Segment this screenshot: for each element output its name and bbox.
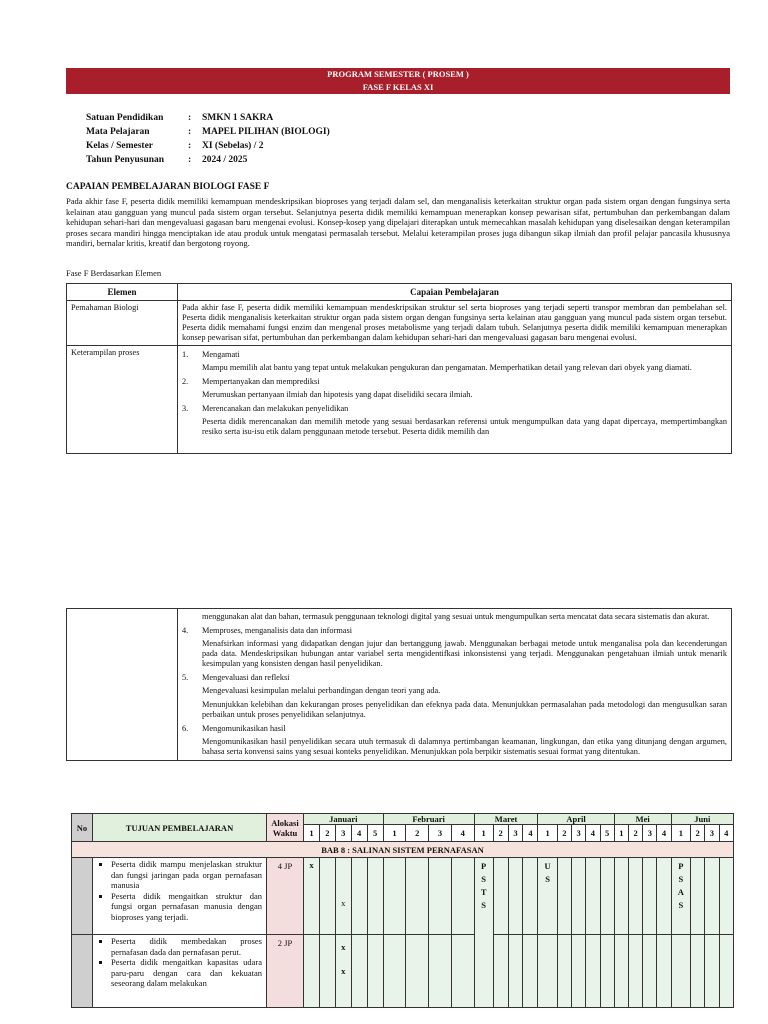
item-title: Mengomunikasikan hasil (202, 724, 286, 733)
week-cell: 4 (451, 825, 474, 842)
marker-letter: S (545, 874, 550, 884)
item-number: 1. (182, 350, 189, 359)
week-mark (600, 935, 614, 1008)
info-label: Tahun Penyusunan (86, 155, 165, 165)
item-title: Merencanakan dan melakukan penyelidikan (202, 404, 349, 413)
week-mark (451, 858, 474, 935)
marker-letter: S (678, 900, 684, 910)
week-cell: 4 (523, 825, 538, 842)
item-title: Mempertanyakan dan memprediksi (202, 377, 320, 386)
table-row (67, 609, 732, 761)
week-cell: 4 (586, 825, 600, 842)
week-mark (657, 858, 671, 935)
week-cell: 3 (643, 825, 657, 842)
banner-title: PROGRAM SEMESTER ( PROSEM ) (327, 69, 469, 79)
table-row (72, 935, 734, 1008)
week-mark (523, 858, 538, 935)
week-mark (493, 935, 508, 1008)
week-mark (614, 935, 628, 1008)
element-name: Pemahaman Biologi (67, 301, 178, 346)
month-maret: Maret (474, 814, 538, 825)
list-item (182, 673, 727, 683)
week-mark (406, 935, 429, 1008)
week-mark (523, 935, 538, 1008)
week-cell: 1 (614, 825, 628, 842)
table-row (67, 301, 732, 346)
element-text: Pada akhir fase F, peserta didik memiliki kemampuan mendeskripsikan struktur sel serta bioproses yang terjadi seperti transpor membran dan pembelahan sel. Peserta didik menganalisis keterkaitan struktur organ pada sistem organ dengan fungsinya serta kelainan atau gangguan yang muncul pada sistem organ tersebut. Peserta didik memahami fungsi enzim dan mengenal proses metabolisme yang terjadi dalam tubuh. Selanjutnya peserta didik memiliki kemampuan menerapkan konsep pewarisan sifat, pertumbuhan dan perkembangan dalam kehidupan sehari-hari dan mengevaluasi gagasan baru mengenai evolusi. (178, 301, 732, 346)
week-mark (429, 935, 452, 1008)
schedule-table (71, 813, 734, 1008)
week-mark (572, 858, 586, 935)
marker-letter: P (481, 861, 487, 871)
empty-cell (67, 609, 178, 761)
week-mark (351, 858, 367, 935)
week-cell: 3 (705, 825, 719, 842)
month-januari: Januari (304, 814, 384, 825)
week-mark (572, 935, 586, 1008)
week-cell: 1 (304, 825, 320, 842)
week-mark (586, 858, 600, 935)
chapter-title: BAB 8 : SALINAN SISTEM PERNAFASAN (72, 842, 734, 858)
week-mark (719, 935, 733, 1008)
info-row-tahun (86, 153, 330, 167)
objective-item: ▪ Peserta didik membedakan proses pernafasan dada dan pernafasan perut. (111, 936, 262, 957)
objectives-cell (93, 858, 267, 935)
week-mark (586, 935, 600, 1008)
objective-item: ▪ Peserta didik mengaitkan kapasitas udara paru-paru dengan cara dan kekuatan seseorang dalam melakukan (111, 957, 262, 989)
week-mark: x (304, 858, 320, 935)
elements-table (66, 283, 732, 454)
week-cell: 2 (319, 825, 335, 842)
week-mark (657, 935, 671, 1008)
info-label: Mata Pelajaran (86, 127, 150, 137)
pts-marker (474, 858, 493, 1008)
week-mark (406, 858, 429, 935)
row-number (72, 935, 93, 1008)
info-value: 2024 / 2025 (202, 155, 248, 165)
week-mark (367, 858, 383, 935)
week-mark (508, 935, 523, 1008)
week-mark (557, 935, 571, 1008)
week-mark: x (335, 858, 351, 935)
week-mark (383, 858, 406, 935)
header-no: No (72, 814, 93, 842)
week-cell: 2 (691, 825, 705, 842)
week-cell: 2 (493, 825, 508, 842)
item-title: Memproses, menganalisis data dan informasi (202, 626, 353, 635)
identity-info (86, 111, 330, 167)
list-item (182, 626, 727, 636)
list-item (182, 350, 727, 360)
item-desc: Menafsirkan informasi yang didapatkan dengan jujur dan bertanggung jawab. Menggunakan berbagai metode untuk menganalisa pola dan kecenderungan pada data. Mendeskripsikan hubungan antar variabel serta mengidentifkasi inkonsistensi yang terjadi. Menggunakan pengetahuan ilmiah untuk menarik kesimpulan yang konsisten dengan hasil penyelidikan. (202, 639, 727, 668)
list-item (182, 377, 727, 387)
info-value: MAPEL PILIHAN (BIOLOGI) (202, 127, 330, 137)
week-mark (671, 935, 690, 1008)
week-cell: 3 (429, 825, 452, 842)
item-desc-continued: menggunakan alat dan bahan, termasuk penggunaan teknologi digital yang sesuai untuk mengumpulkan serta mencatat data secara sistematis dan akurat. (202, 612, 710, 621)
week-mark (538, 935, 557, 1008)
week-cell: 1 (538, 825, 557, 842)
fase-label: Fase F Berdasarkan Elemen (66, 268, 162, 278)
info-label: Kelas / Semester (86, 141, 154, 151)
week-mark (493, 858, 508, 935)
month-mei: Mei (614, 814, 671, 825)
info-row-kelas (86, 139, 330, 153)
week-cell: 2 (557, 825, 571, 842)
list-item (182, 724, 727, 734)
item-title: Mengamati (202, 350, 240, 359)
week-cell: 2 (628, 825, 642, 842)
week-mark (351, 935, 367, 1008)
week-mark (319, 858, 335, 935)
week-mark (508, 858, 523, 935)
info-colon: : (188, 141, 192, 151)
item-desc: Peserta didik merencanakan dan memilih metode yang sesuai berdasarkan referensi untuk mengumpulkan data yang dapat dipercaya, mempertimbangkan resiko serta isu-isu etik dalam penggunaan metode tersebut. Peserta didik memilih dan (202, 417, 727, 436)
alokasi-cell: 4 JP (267, 858, 304, 935)
week-mark (304, 935, 320, 1008)
alokasi-cell: 2 JP (267, 935, 304, 1008)
item-desc: Mengomunikasikan hasil penyelidikan secara utuh termasuk di dalamnya pertimbangan keamanan, lingkungan, dan etika yang ditunjang dengan argumen, bahasa serta konvensi sains yang sesuai konteks penyelidikan. Menunjukkan pola berpikir sistematis sesuai format yang ditentukan. (202, 737, 727, 756)
week-cell: 2 (406, 825, 429, 842)
skills-list (182, 348, 727, 451)
item-number: 5. (182, 673, 189, 682)
week-mark (705, 935, 719, 1008)
info-label: Satuan Pendidikan (86, 113, 164, 123)
month-april: April (538, 814, 614, 825)
section-title: CAPAIAN PEMBELAJARAN BIOLOGI FASE F (66, 182, 270, 192)
week-mark (719, 858, 733, 935)
table-row (72, 858, 734, 935)
objectives-cell (93, 935, 267, 1008)
week-mark (383, 935, 406, 1008)
list-item (182, 404, 727, 414)
element-name: Keterampilan proses (67, 346, 178, 454)
info-value: XI (Sebelas) / 2 (202, 141, 264, 151)
header-elemen: Elemen (67, 284, 178, 301)
week-mark (691, 858, 705, 935)
week-mark (429, 858, 452, 935)
week-cell: 1 (671, 825, 690, 842)
week-mark (628, 935, 642, 1008)
marker-letter: P (678, 861, 684, 871)
item-number: 4. (182, 626, 189, 635)
header-tujuan: TUJUAN PEMBELAJARAN (93, 814, 267, 842)
marker-letter: S (678, 874, 684, 884)
week-mark (643, 858, 657, 935)
info-row-satuan (86, 111, 330, 125)
week-mark (628, 858, 642, 935)
week-cell: 5 (367, 825, 383, 842)
week-cell: 4 (351, 825, 367, 842)
row-number (72, 858, 93, 935)
us-marker (538, 858, 557, 935)
item-desc: Mengevaluasi kesimpulan melalui perbandingan dengan teori yang ada. (202, 686, 441, 695)
week-cell: 5 (600, 825, 614, 842)
info-value: SMKN 1 SAKRA (202, 113, 274, 123)
week-mark (643, 935, 657, 1008)
week-mark (451, 935, 474, 1008)
psas-marker (671, 858, 690, 935)
info-colon: : (188, 155, 192, 165)
info-row-mapel (86, 125, 330, 139)
week-mark (600, 858, 614, 935)
item-number: 2. (182, 377, 189, 386)
week-mark: x (341, 966, 346, 976)
marker-letter: S (481, 874, 487, 884)
marker-letter: S (481, 900, 487, 910)
week-cell: 3 (572, 825, 586, 842)
info-colon: : (188, 113, 192, 123)
banner-subtitle: FASE F KELAS XI (362, 82, 434, 92)
item-desc: Mampu memilih alat bantu yang tepat untuk melakukan pengukuran dan pengamatan. Memperhatikan detail yang relevan dari obyek yang diamati. (202, 363, 692, 372)
item-desc: Menunjukkan kelebihan dan kekurangan proses penyelidikan dan efeknya pada data. Menunjukkan permasalahan pada metodologi dan mengusulkan saran perbaikan untuk proses penyelidikan selanjutnya. (202, 700, 727, 719)
cp-paragraph: Pada akhir fase F, peserta didik memiliki kemampuan mendeskripsikan bioproses yang terjadi dalam sel, dan menganalisis keterkaitan struktur organ pada sistem organ dengan fungsinya serta kelainan atau gangguan yang muncul pada sistem organ tersebut. Selanjutnya peserta didik memiliki kemampuan menerapkan konsep pewarisan sifat, pertumbuhan dan perkembangan dalam kehidupan sehari-hari dan mengevaluasi gagasan baru mengenai evolusi. Konsep-kosep yang dipelajari diterapkan untuk memecahkan masalah kehidupan yang diselesaikan dengan keterampilan proses secara mandiri hingga menciptakan ide atau produk untuk mengatasi permasalah tersebut. Melalui keterampilan proses juga dibangun sikap ilmiah dan profil pelajar pancasila khususnya mandiri, bernalar kritis, kreatif dan bergotong royong. (66, 196, 730, 248)
item-number: 6. (182, 724, 189, 733)
week-mark (319, 935, 335, 1008)
table-row (67, 346, 732, 454)
week-cell: 4 (657, 825, 671, 842)
header-capaian: Capaian Pembelajaran (178, 284, 732, 301)
item-title: Mengevaluasi dan refleksi (202, 673, 290, 682)
week-mark (705, 858, 719, 935)
week-mark: x (341, 942, 346, 952)
marker-letter: T (480, 887, 487, 897)
header-alokasi: Alokasi Waktu (267, 814, 304, 842)
week-cell: 1 (474, 825, 493, 842)
week-mark (367, 935, 383, 1008)
week-cell: 3 (508, 825, 523, 842)
week-mark (691, 935, 705, 1008)
document-banner (66, 68, 730, 94)
item-number: 3. (182, 404, 189, 413)
item-desc: Merumuskan pertanyaan ilmiah dan hipotesis yang dapat diselidiki secara ilmiah. (202, 390, 473, 399)
month-juni: Juni (671, 814, 733, 825)
week-cell: 1 (383, 825, 406, 842)
week-mark (557, 858, 571, 935)
elements-table-continued (66, 608, 732, 761)
month-februari: Februari (383, 814, 474, 825)
week-cell: 3 (335, 825, 351, 842)
objective-item: ▪ Peserta didik mengaitkan struktur dan fungsi organ pernafasan manusia dengan bioproses yang terjadi. (111, 891, 262, 923)
week-mark-stack (335, 935, 351, 1008)
objective-item: ▪ Peserta didik mampu menjelaskan struktur dan fungsi jaringan pada organ pernafasan manusia (111, 859, 262, 891)
week-mark (614, 858, 628, 935)
info-colon: : (188, 127, 192, 137)
marker-letter: U (544, 861, 551, 871)
week-cell: 4 (719, 825, 733, 842)
marker-letter: A (677, 887, 684, 897)
